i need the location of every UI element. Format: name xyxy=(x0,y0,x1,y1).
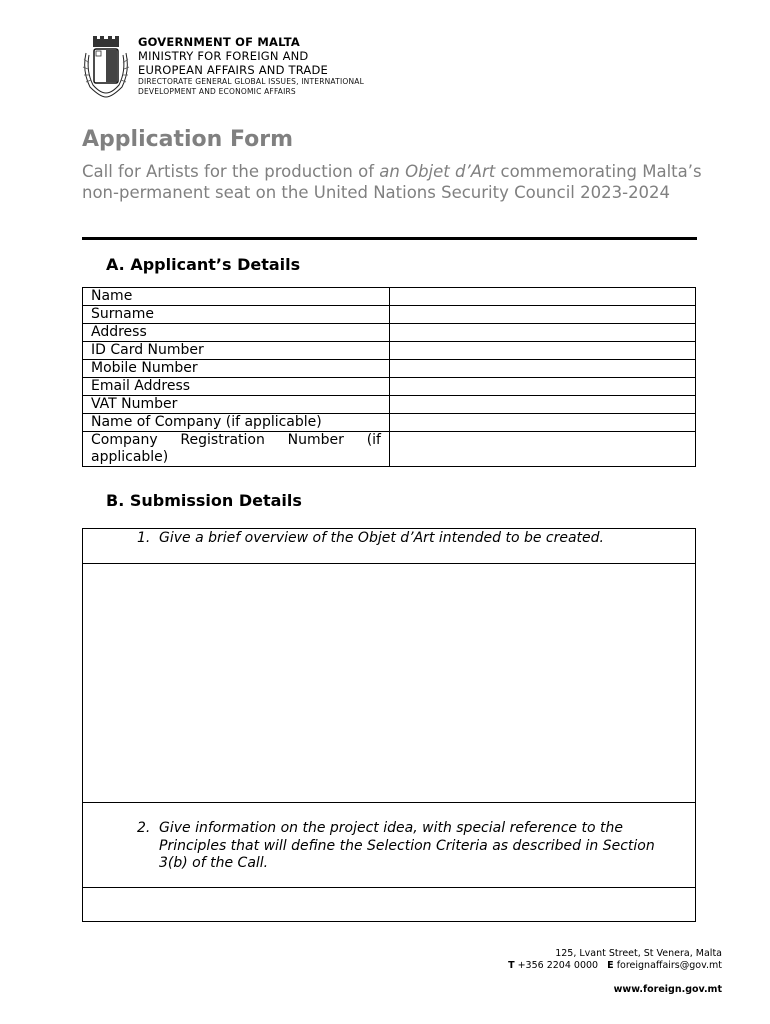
table-row xyxy=(83,306,696,324)
applicant-details-table xyxy=(82,287,696,467)
subtitle-part-2: commemorating Malta’s non-permanent seat on the United Nations Security Council 2023-2024 xyxy=(82,162,702,202)
table-row xyxy=(83,396,696,414)
question-2-box xyxy=(82,802,696,888)
directorate-line-2: DEVELOPMENT AND ECONOMIC AFFAIRS xyxy=(138,86,296,96)
letterhead xyxy=(80,32,400,102)
question-2-number: 2. xyxy=(137,820,151,836)
question-2-answer-field[interactable] xyxy=(82,887,696,922)
subtitle-part-1: Call for Artists for the production of xyxy=(82,162,380,181)
field-label: ID Card Number xyxy=(83,342,390,360)
field-value-input[interactable] xyxy=(390,378,696,396)
field-label: Name xyxy=(83,288,390,306)
field-value-input[interactable] xyxy=(390,396,696,414)
page-title: Application Form xyxy=(82,127,294,152)
question-2-text: Give information on the project idea, with special reference to the Principles that will define the Selection Criteria as described in Section 3(b) of the Call. xyxy=(159,820,655,871)
field-value-input[interactable] xyxy=(390,432,696,467)
field-label: Name of Company (if applicable) xyxy=(83,414,390,432)
field-value-input[interactable] xyxy=(390,306,696,324)
field-value-input[interactable] xyxy=(390,324,696,342)
question-2 xyxy=(137,820,685,873)
field-value-input[interactable] xyxy=(390,360,696,378)
section-b-heading: B. Submission Details xyxy=(106,491,302,510)
field-label: VAT Number xyxy=(83,396,390,414)
question-1-text: Give a brief overview of the Objet d’Art intended to be created. xyxy=(159,530,604,546)
field-label: Address xyxy=(83,324,390,342)
table-row xyxy=(83,360,696,378)
question-1-number: 1. xyxy=(137,530,151,546)
footer-address: 125, Lvant Street, St Venera, Malta xyxy=(555,948,722,959)
field-label: Surname xyxy=(83,306,390,324)
question-1 xyxy=(137,530,677,548)
question-1-answer-field[interactable] xyxy=(82,563,696,803)
table-row xyxy=(83,288,696,306)
subtitle-italic: an Objet d’Art xyxy=(379,162,496,181)
section-a-heading: A. Applicant’s Details xyxy=(106,255,301,274)
table-row xyxy=(83,378,696,396)
field-value-input[interactable] xyxy=(390,342,696,360)
divider xyxy=(82,237,697,240)
field-value-input[interactable] xyxy=(390,414,696,432)
footer-website[interactable]: www.foreign.gov.mt xyxy=(613,984,722,995)
tel-label: T xyxy=(508,960,515,971)
ministry-name xyxy=(138,35,364,96)
question-1-box xyxy=(82,528,696,564)
field-value-input[interactable] xyxy=(390,288,696,306)
malta-coat-of-arms-icon xyxy=(80,35,132,99)
footer-contact xyxy=(508,960,722,971)
ministry-line-2: EUROPEAN AFFAIRS AND TRADE xyxy=(138,63,329,77)
ministry-line-1: MINISTRY FOR FOREIGN AND xyxy=(138,49,309,63)
field-label: Company Registration Number (if applicable) xyxy=(83,432,390,467)
footer-email: foreignaffairs@gov.mt xyxy=(616,960,722,971)
page-subtitle xyxy=(82,161,702,203)
table-row xyxy=(83,414,696,432)
field-label: Mobile Number xyxy=(83,360,390,378)
table-row xyxy=(83,432,696,467)
footer-phone: +356 2204 0000 xyxy=(517,960,599,971)
email-label: E xyxy=(607,960,614,971)
directorate-line-1: DIRECTORATE GENERAL GLOBAL ISSUES, INTERNATIONAL xyxy=(138,77,365,86)
field-label: Email Address xyxy=(83,378,390,396)
government-line: GOVERNMENT OF MALTA xyxy=(138,35,300,49)
table-row xyxy=(83,324,696,342)
table-row xyxy=(83,342,696,360)
